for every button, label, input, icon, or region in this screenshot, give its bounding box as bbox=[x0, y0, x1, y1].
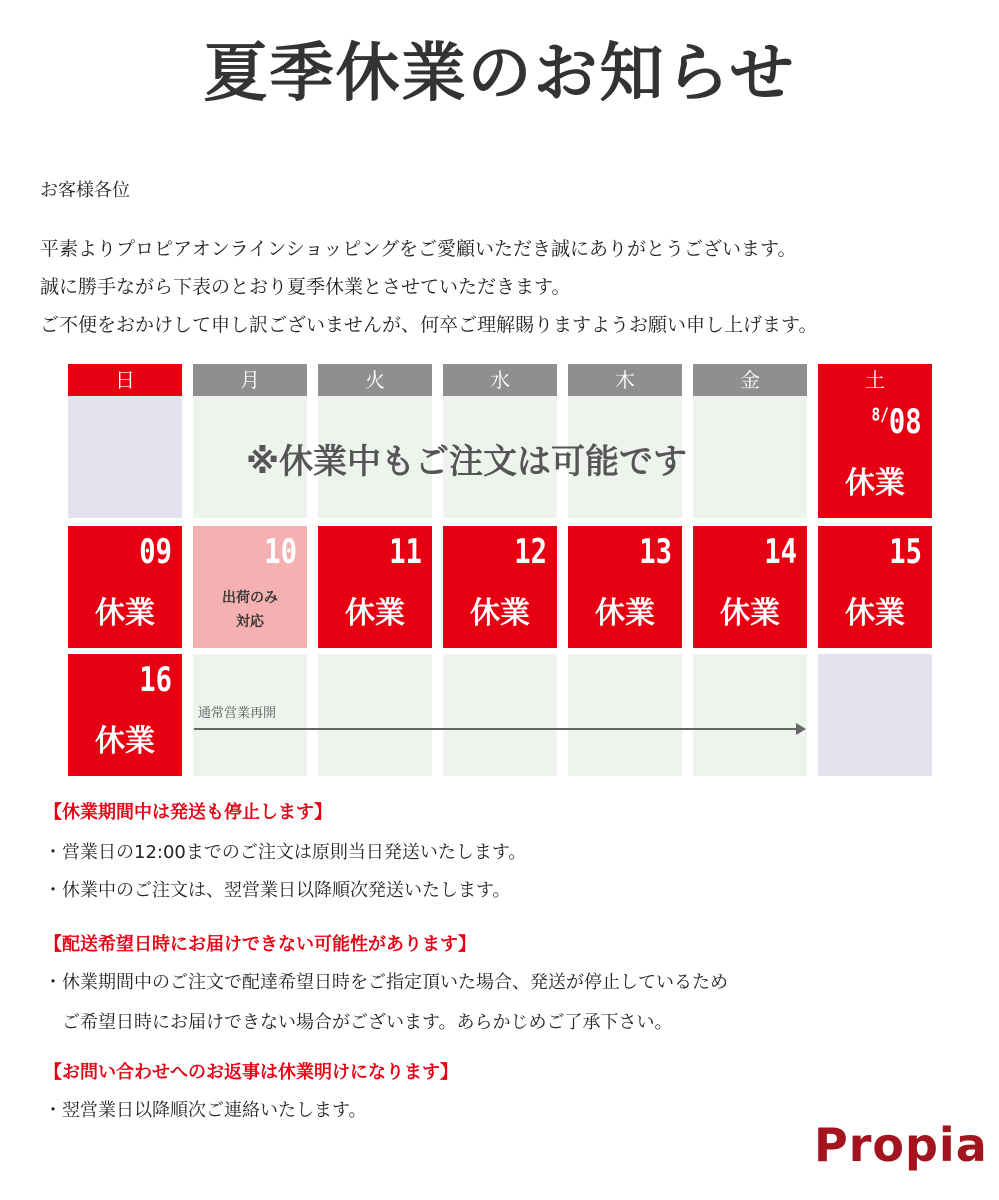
intro-line: ご不便をおかけして申し訳ございませんが、何卒ご理解賜りますようお願い申し上げます。 bbox=[40, 314, 818, 336]
calendar-cell-empty bbox=[693, 654, 807, 776]
calendar-cell-empty bbox=[318, 654, 432, 776]
intro-text bbox=[40, 230, 817, 344]
salutation: お客様各位 bbox=[40, 180, 130, 201]
closed-label: 休業 bbox=[845, 466, 905, 501]
weekday-header-sun: 日 bbox=[68, 364, 182, 396]
bullet-item: ・休業中のご注文は、翌営業日以降順次発送いたします。 bbox=[44, 880, 511, 901]
calendar-day-14 bbox=[693, 526, 807, 648]
holiday-calendar bbox=[68, 364, 932, 776]
arrow-right-icon bbox=[796, 723, 806, 735]
calendar-day-13 bbox=[568, 526, 682, 648]
day-number: 14 bbox=[764, 532, 797, 572]
bullet-item: ・翌営業日以降順次ご連絡いたします。 bbox=[44, 1100, 367, 1121]
resume-arrow-line bbox=[194, 728, 798, 730]
calendar-day-15 bbox=[818, 526, 932, 648]
bullet-item: ご希望日時にお届けできない場合がございます。あらかじめご了承下さい。 bbox=[44, 1012, 673, 1033]
closed-label: 休業 bbox=[95, 724, 155, 759]
bullet-item: ・休業期間中のご注文で配達希望日時をご指定頂いた場合、発送が停止しているため bbox=[44, 972, 728, 993]
section-heading-inquiry: 【お問い合わせへのお返事は休業明けになります】 bbox=[44, 1062, 458, 1083]
intro-line: 平素よりプロピアオンラインショッピングをご愛顧いただき誠にありがとうございます。 bbox=[40, 238, 797, 260]
calendar-cell-empty bbox=[568, 654, 682, 776]
shipping-only-label: 出荷のみ 対応 bbox=[222, 590, 278, 630]
propia-logo: Propia bbox=[814, 1118, 988, 1172]
closed-label: 休業 bbox=[470, 596, 530, 631]
closed-label: 休業 bbox=[345, 596, 405, 631]
page-title: 夏季休業のお知らせ bbox=[203, 37, 796, 111]
weekday-header-wed: 水 bbox=[443, 364, 557, 396]
day-number: 11 bbox=[389, 532, 422, 572]
calendar-cell-empty bbox=[68, 396, 182, 518]
section-heading-shipping-stop: 【休業期間中は発送も停止します】 bbox=[44, 802, 332, 823]
weekday-header-thu: 木 bbox=[568, 364, 682, 396]
day-number: $^{8/}$08 bbox=[871, 402, 922, 442]
calendar-day-16 bbox=[68, 654, 182, 776]
weekday-header-tue: 火 bbox=[318, 364, 432, 396]
month-prefix: 8/ bbox=[871, 404, 890, 426]
calendar-day-12 bbox=[443, 526, 557, 648]
calendar-day-09 bbox=[68, 526, 182, 648]
resume-label: 通常営業再開 bbox=[198, 706, 277, 721]
closed-label: 休業 bbox=[595, 596, 655, 631]
day-number: 12 bbox=[514, 532, 547, 572]
intro-line: 誠に勝手ながら下表のとおり夏季休業とさせていただきます。 bbox=[40, 276, 571, 298]
order-note: ※休業中もご注文は可能です bbox=[246, 442, 688, 482]
day-number: 15 bbox=[889, 532, 922, 572]
day-number: 09 bbox=[139, 532, 172, 572]
calendar-cell-empty bbox=[443, 654, 557, 776]
closed-label: 休業 bbox=[95, 596, 155, 631]
day-number: 13 bbox=[639, 532, 672, 572]
calendar-day-08 bbox=[818, 396, 932, 518]
section-heading-delivery: 【配送希望日時にお届けできない可能性があります】 bbox=[44, 934, 476, 955]
weekday-header-fri: 金 bbox=[693, 364, 807, 396]
day-number: 10 bbox=[264, 532, 297, 572]
calendar-cell-empty bbox=[818, 654, 932, 776]
calendar-day-10 bbox=[193, 526, 307, 648]
closed-label: 休業 bbox=[845, 596, 905, 631]
weekday-header-mon: 月 bbox=[193, 364, 307, 396]
closed-label: 休業 bbox=[720, 596, 780, 631]
weekday-header-sat: 土 bbox=[818, 364, 932, 396]
calendar-day-11 bbox=[318, 526, 432, 648]
calendar-cell-empty bbox=[693, 396, 807, 518]
bullet-item: ・営業日の12:00までのご注文は原則当日発送いたします。 bbox=[44, 842, 527, 863]
day-number: 16 bbox=[139, 660, 172, 700]
